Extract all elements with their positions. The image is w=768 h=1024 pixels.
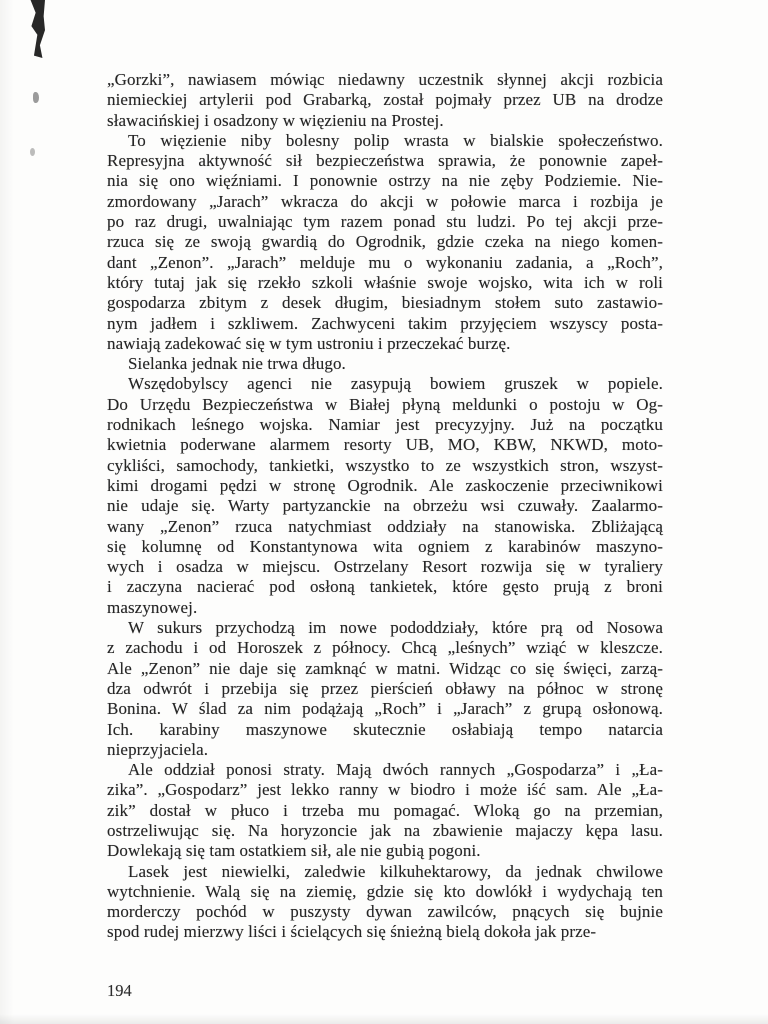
text-line: zmordowany „Jarach” wkracza do akcji w połowie marca i rozbija je <box>107 191 663 211</box>
text-line: wytchnienie. Walą się na ziemię, gdzie się kto dowlókł i wydychają ten <box>107 881 663 901</box>
text-line: po raz drugi, uwalniając tym razem ponad stu ludzi. Po tej akcji prze- <box>107 212 663 232</box>
text-line: dant „Zenon”. „Jarach” melduje mu o wykonaniu zadania, a „Roch”, <box>107 252 663 272</box>
text-line: nieprzyjaciela. <box>107 739 209 759</box>
text-line: Ich. karabiny maszynowe skutecznie osłabiają tempo natarcia <box>107 719 663 739</box>
paragraph <box>107 131 663 354</box>
text-line: Dowlekają się tam ostatkiem sił, ale nie gubią pogoni. <box>107 841 481 861</box>
text-line: niemieckiej artylerii pod Grabarką, został pojmały przez UB na drodze <box>107 90 663 110</box>
text-line: rzuca się ze swoją gwardią do Ogrodnik, gdzie czeka na niego komen- <box>107 232 663 252</box>
text-line: morderczy pochód w puszysty dywan zawilców, pnących się bujnie <box>107 902 663 922</box>
text-line: Do Urzędu Bezpieczeństwa w Białej płyną meldunki o postoju w Og- <box>107 394 663 414</box>
page-number: 194 <box>107 981 132 1000</box>
text-line: Bonina. W ślad za nim podążają „Roch” i „Jarach” z grupą osłonową. <box>107 699 663 719</box>
text-line: To więzienie niby bolesny polip wrasta w bialskie społeczeństwo. <box>128 130 663 150</box>
text-line: rodnikach leśnego wojska. Namiar jest precyzyjny. Już na początku <box>107 415 663 435</box>
text-line: Lasek jest niewielki, zaledwie kilkuhektarowy, da jednak chwilowe <box>128 861 663 881</box>
text-line: wych i osadza w miejscu. Ostrzelany Resort rozwija się w tyraliery <box>107 557 663 577</box>
text-block <box>107 70 663 943</box>
text-line: Represyjna aktywność sił bezpieczeństwa sprawia, że ponownie zapeł- <box>107 151 663 171</box>
paragraph <box>107 70 663 131</box>
text-line: nawiają zadekować się w tym ustroniu i przeczekać burzę. <box>107 333 511 353</box>
text-line: W sukurs przychodzą im nowe pododdziały, które prą od Nosowa <box>128 618 663 638</box>
text-line: „Gorzki”, nawiasem mówiąc niedawny uczestnik słynnej akcji rozbicia <box>107 70 663 89</box>
text-line: nym jadłem i szkliwem. Zachwyceni takim przyjęciem wszyscy posta- <box>107 313 663 333</box>
text-line: wany „Zenon” rzuca natychmiast oddziały na stanowiska. Zbliżającą <box>107 516 663 536</box>
paragraph <box>107 618 663 760</box>
text-line: sławacińskiej i osadzony w więzieniu na Prostej. <box>107 110 444 130</box>
text-line: Ale „Zenon” nie daje się zamknąć w matni. Widząc co się święci, zarzą- <box>107 658 663 678</box>
text-line: cykliści, samochody, tankietki, wszystko to ze wszystkich stron, wszyst- <box>107 455 663 475</box>
text-line: się kolumnę od Konstantynowa wita ogniem z karabinów maszyno- <box>107 536 663 556</box>
text-line: nie udaje się. Warty partyzanckie na obrzeżu wsi czuwały. Zaalarmo- <box>107 496 663 516</box>
text-line: dza odwrót i przebija się przez pierścień obławy na północ w stronę <box>107 678 663 698</box>
paragraph <box>107 354 663 374</box>
text-line: zika”. „Gospodarz” jest lekko ranny w biodro i może iść sam. Ale „Ła- <box>107 780 663 800</box>
paragraph <box>107 374 663 618</box>
text-line: Ale oddział ponosi straty. Mają dwóch rannych „Gospodarza” i „Ła- <box>128 760 663 780</box>
text-line: ostrzeliwując się. Na horyzoncie jak na zbawienie majaczy kępa lasu. <box>107 820 663 840</box>
text-line: kimi drogami pędzi w stronę Ogrodnik. Ale zaskoczenie przeciwnikowi <box>107 475 663 495</box>
text-line: maszynowej. <box>107 597 198 617</box>
scan-artifact-speck <box>33 92 39 103</box>
paragraph <box>107 760 663 861</box>
text-line: który tutaj jak się rzekło szkoli właśnie swoje wojsko, wita ich w roli <box>107 272 663 292</box>
text-line: i zaczyna nacierać pod osłoną tankietek, które gęsto prują z broni <box>107 577 663 597</box>
paragraph <box>107 862 663 943</box>
text-line: z zachodu i od Horoszek z północy. Chcą „leśnych” wziąć w kleszcze. <box>107 638 663 658</box>
text-line: zik” dostał w płuco i trzeba mu pomagać. Wloką go na przemian, <box>107 800 663 820</box>
text-line: Sielanka jednak nie trwa długo. <box>128 354 346 374</box>
text-line: kwietnia poderwane alarmem resorty UB, MO, KBW, NKWD, moto- <box>107 435 663 455</box>
text-line: gospodarza zbitym z desek długim, biesiadnym stołem suto zastawio- <box>107 293 663 313</box>
scan-artifact-speck <box>30 148 35 156</box>
text-line: nia się ono więźniami. I ponownie ostrzy na nie zęby Podziemie. Nie- <box>107 171 663 191</box>
text-line: Wszędobylscy agenci nie zasypują bowiem gruszek w popiele. <box>128 374 663 394</box>
text-line: spod rudej mierzwy liści i ścielących się śnieżną bielą dokoła jak prze- <box>107 922 597 942</box>
